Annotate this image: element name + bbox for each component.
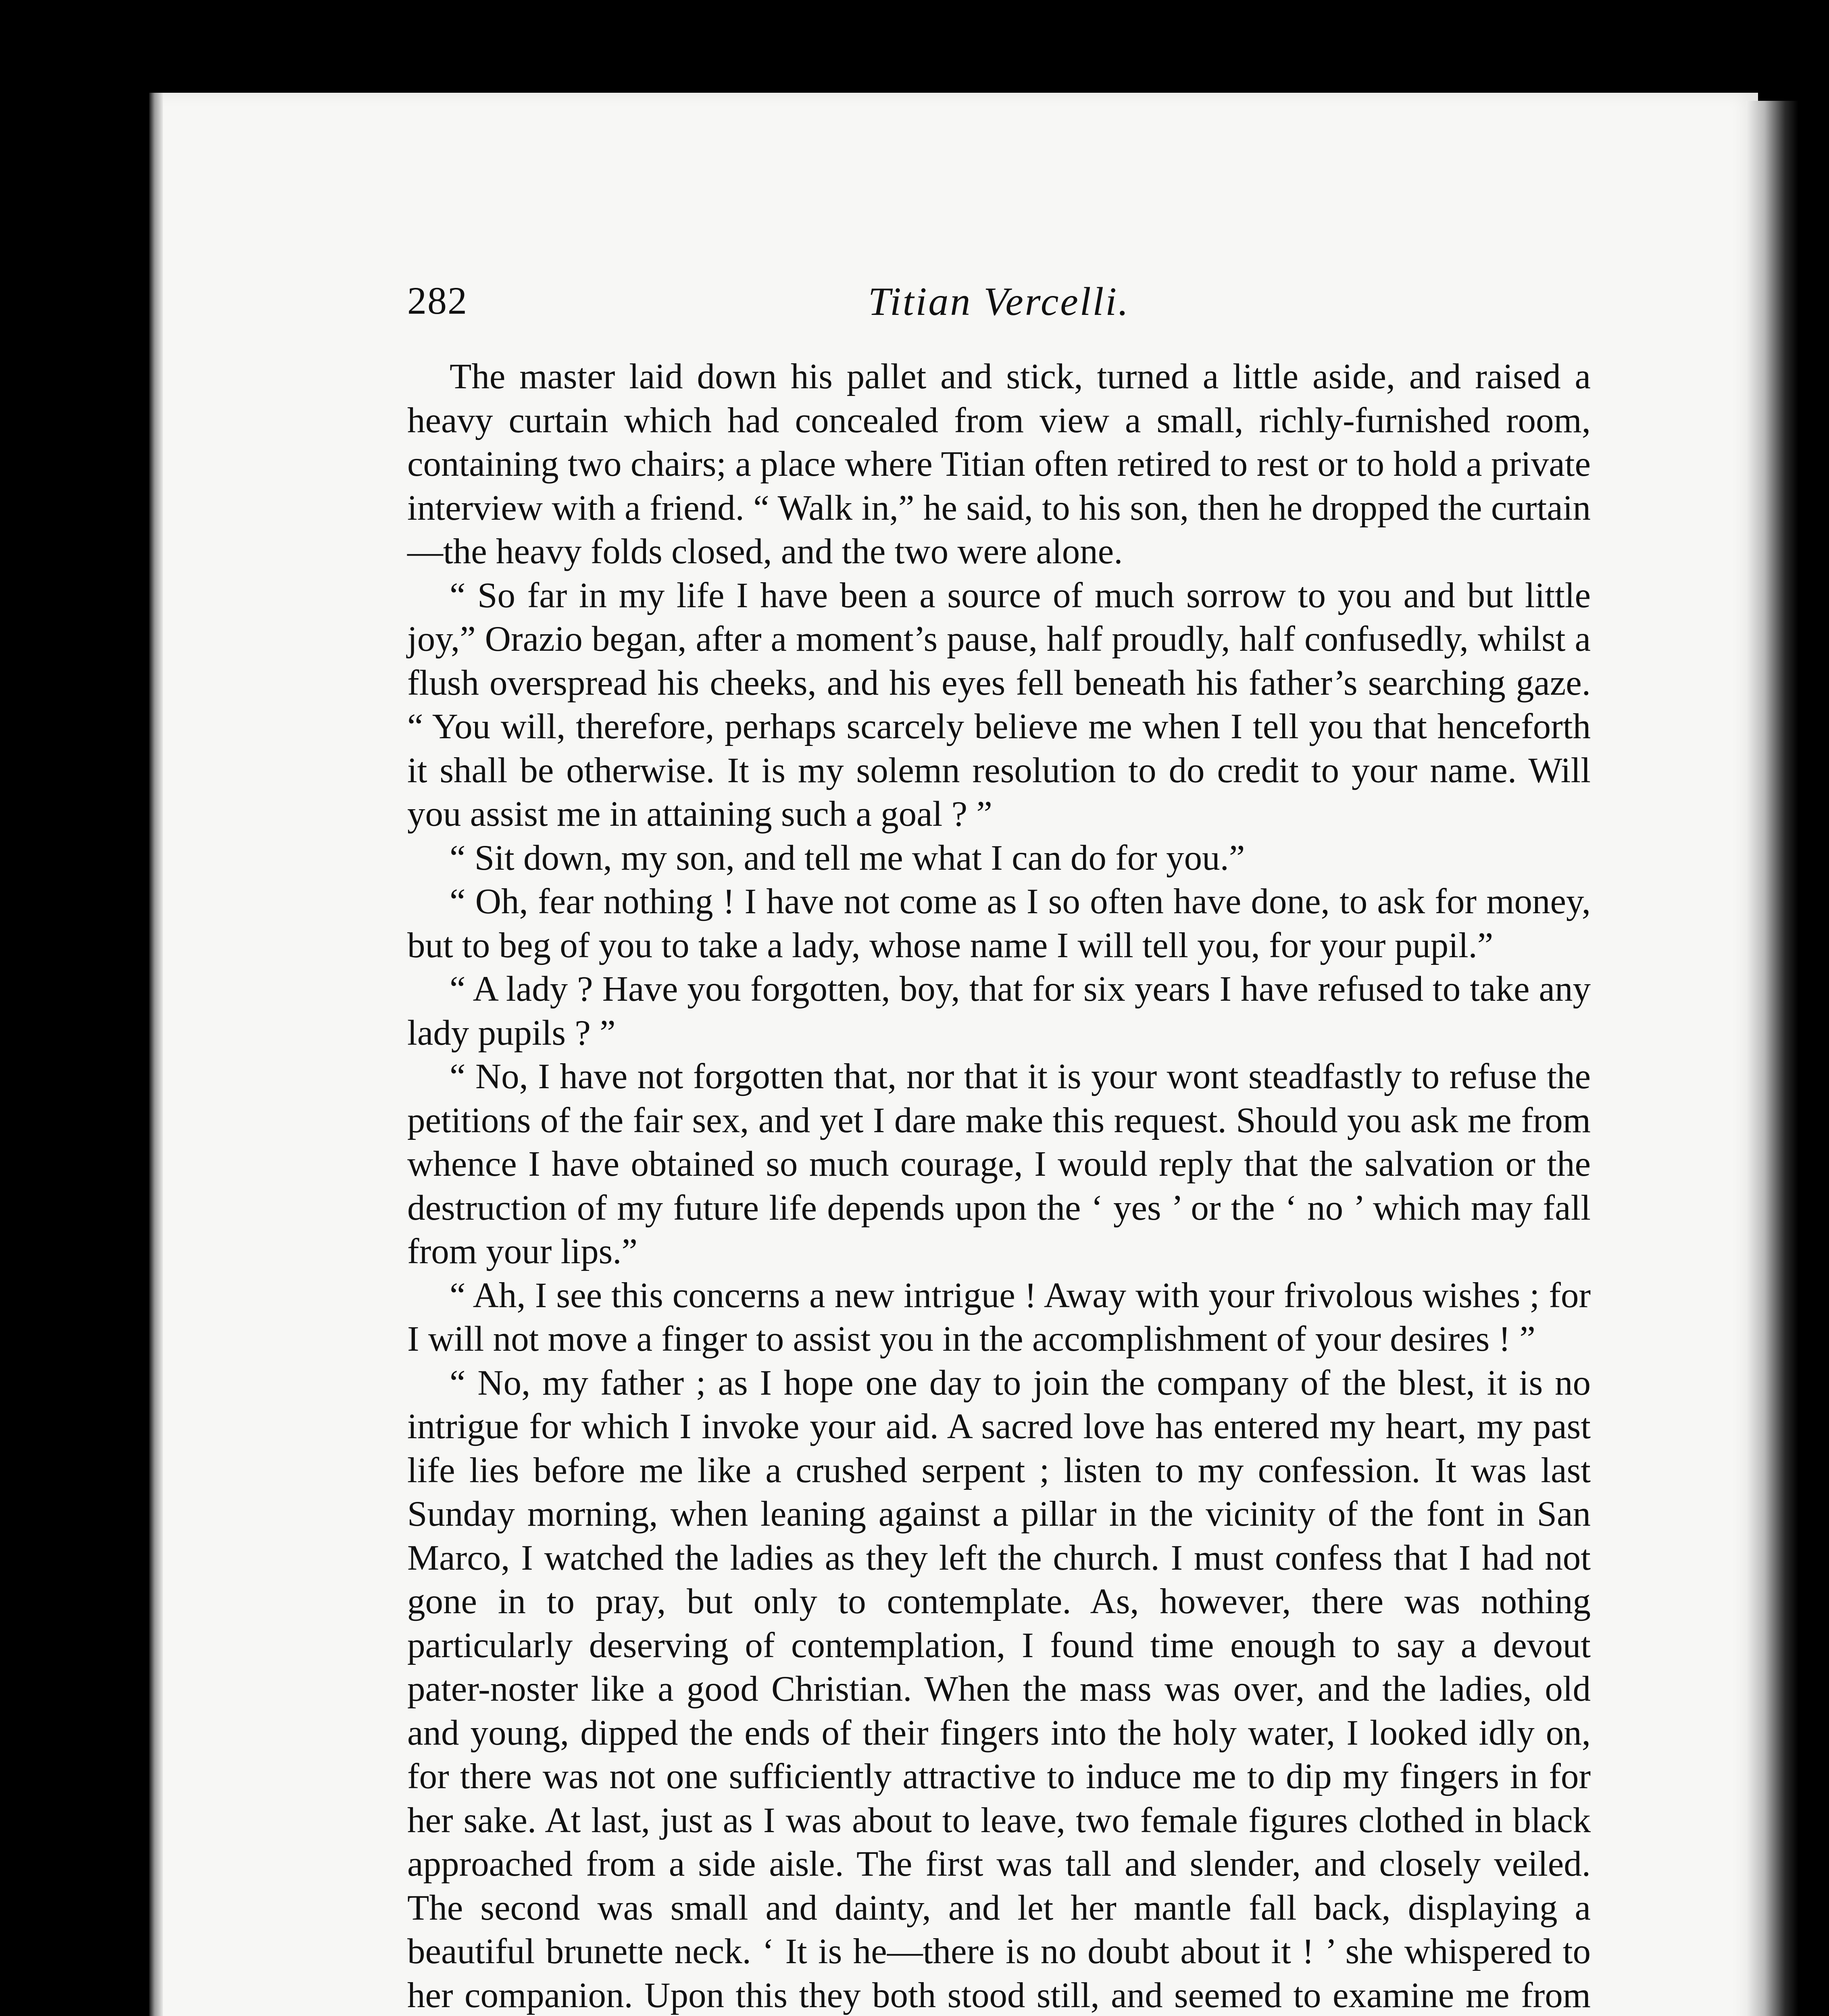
page-header xyxy=(407,266,1591,347)
page-binding-shadow xyxy=(149,93,163,2016)
paragraph: The master laid down his pallet and stick, turned a little aside, and raised a heavy curtain which had concealed from view a small, richly-furnished room, containing two chairs; a place where Titian often retired to rest or to hold a private interview with a friend. “ Walk in,” he said, to his son, then he dropped the curtain—the heavy folds closed, and the two were alone. xyxy=(407,357,1591,571)
paragraph: “ So far in my life I have been a source of much sorrow to you and but little joy,” Orazio began, after a moment’s pause, half proudly, half confusedly, whilst a flush overspread his cheeks, and his eyes fell beneath his father’s searching gaze. “ You will, therefore, perhaps scarcely believe me when I tell you that henceforth it shall be otherwise. It is my solemn resolution to do credit to your name. Will you assist me in attaining such a goal ? ” xyxy=(407,575,1591,834)
paragraph: “ Oh, fear nothing ! I have not come as I so often have done, to ask for money, but to beg of you to take a lady, whose name I will tell you, for your pupil.” xyxy=(407,882,1591,965)
paragraph: “ Sit down, my son, and tell me what I can do for you.” xyxy=(450,838,1245,878)
paragraph: “ No, I have not forgotten that, nor that it is your wont steadfastly to refuse the petitions of the fair sex, and yet I dare make this request. Should you ask me from whence I have obtained so much courage, I would reply that the salvation or the destruction of my future life depends upon the ‘ yes ’ or the ‘ no ’ which may fall from your lips.” xyxy=(407,1057,1591,1271)
page-edge-shadow xyxy=(1746,101,1798,2016)
paragraph: “ A lady ? Have you forgotten, boy, that for six years I have refused to take any lady pupils ? ” xyxy=(407,969,1591,1053)
paragraph: “ Ah, I see this concerns a new intrigue ! Away with your frivolous wishes ; for I will not move a finger to assist you in the accomplishment of your desires ! ” xyxy=(407,1275,1591,1359)
paragraph: “ No, my father ; as I hope one day to join the company of the blest, it is no intrigue for which I invoke your aid. A sacred love has entered my heart, my past life lies before me like a crushed serpent ; listen to my confession. It was last Sunday morning, when leaning against a pillar in the vicinity of the font in San Marco, I watched the ladies as they left the church. I must confess that I had not gone in to pray, but only to contemplate. As, however, there was nothing particularly deserving of contemplation, I found time enough to say a devout pater-noster like a good Christian. When the mass was over, and the ladies, old and young, dipped the ends of their fingers into the holy water, I looked idly on, for there was not one sufficiently attractive to induce me to dip my fingers in for her sake. At last, just as I was about to leave, two female figures clothed in black approached from a side aisle. The first was tall and slender, and closely veiled. The second was small and dainty, and let her mantle fall back, displaying a beautiful brunette neck. ‘ It is he—there is no doubt about it ! ’ she whispered to her companion. Upon this they both stood still, and seemed to examine me from xyxy=(407,1363,1591,2015)
body-text xyxy=(407,355,1591,2016)
running-title: Titian Vercelli. xyxy=(868,279,1130,324)
page-number: 282 xyxy=(407,279,468,322)
